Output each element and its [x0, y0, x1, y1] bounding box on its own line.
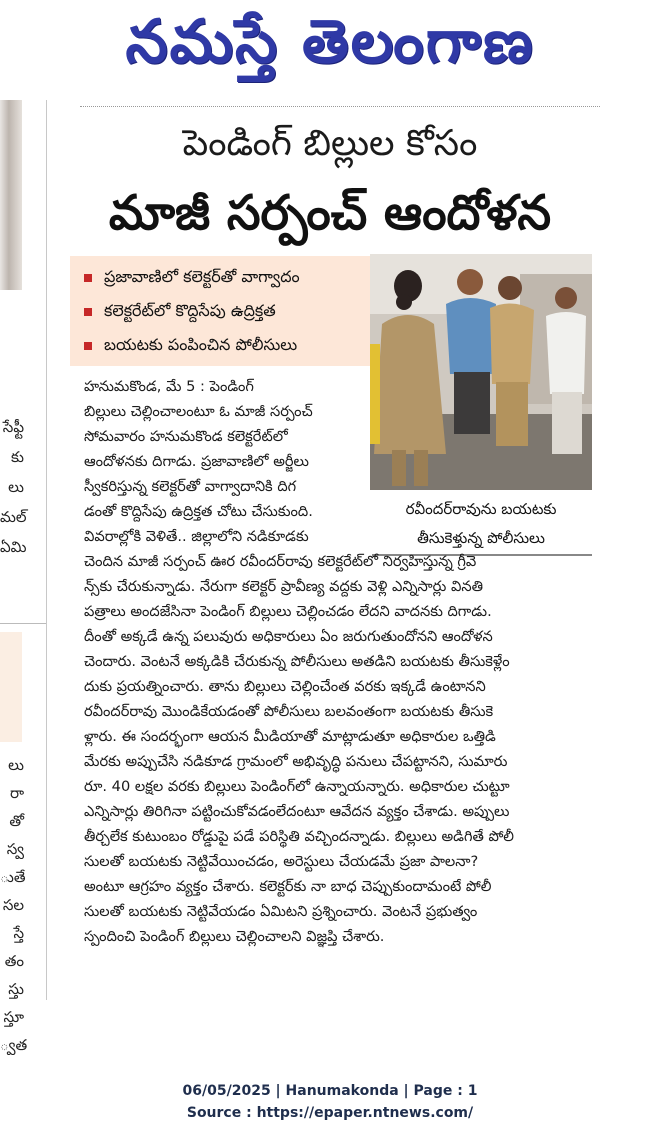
body-line: వివరాల్లోకి వెళితే.. జిల్లాలోని నడికూడకు: [84, 528, 309, 545]
body-line: చెందిన మాజీ సర్పంచ్ ఊర రవీందర్‌రావు కలెక్టరేట్‌లో నిర్వహిస్తున్న గ్రీవె: [84, 553, 477, 570]
body-line: మేరకు అప్పుచేసి నడికూడ గ్రామంలో అభివృద్ధి పనులు చేపట్టానని, సుమారు: [84, 753, 508, 770]
body-line: అంటూ ఆగ్రహం వ్యక్తం చేశారు. కలెక్టర్‌కు నా బాధ చెప్పుకుందామంటే పోలీ: [84, 878, 492, 895]
strip-line: స్వ: [6, 840, 24, 858]
strip-line: మల్: [0, 508, 27, 526]
highlight-text: ప్రజావాణిలో కలెక్టర్‌తో వాగ్వాదం: [104, 267, 300, 286]
body-line: తీర్చలేక కుటుంబం రోడ్డుపై పడే పరిస్థితి వచ్చిందన్నాడు. బిల్లులు అడిగితే పోలీ: [84, 828, 515, 845]
strip-line: సల: [2, 896, 24, 914]
strip-line: కు: [10, 448, 24, 466]
highlight-item: [84, 262, 374, 292]
body-line: సులతో బయటకు నెట్టివేయడం ఏమిటని ప్రశ్నించారు. వెంటనే ప్రభుత్వం: [84, 903, 478, 920]
body-line: బిల్లులు చెల్లించాలంటూ ఓ మాజీ సర్పంచ్: [84, 403, 313, 420]
kicker-headline: పెండింగ్ బిల్లుల కోసం: [182, 123, 478, 164]
strip-line: తం: [4, 952, 24, 970]
strip-line: రా: [9, 784, 24, 802]
bullet-square-icon: [84, 274, 92, 282]
photo-caption: [376, 495, 586, 553]
body-line: ఆందోళనకు దిగాడు. ప్రజావాణిలో అర్జీలు: [84, 453, 309, 470]
newspaper-logo: నమస్తే తెలంగాణ: [125, 7, 535, 77]
edition-info: 06/05/2025 | Hanumakonda | Page : 1: [182, 1083, 478, 1099]
highlight-text: కలెక్టరేట్‌లో కొద్దిసేపు ఉద్రిక్తత: [104, 301, 276, 320]
adjacent-photo: [0, 100, 22, 290]
strip-line: స్తు: [8, 980, 24, 998]
main-headline: మాజీ సర్పంచ్ ఆందోళన: [108, 185, 552, 241]
highlights-box: [70, 256, 370, 366]
body-line: ళ్లారు. ఈ సందర్భంగా ఆయన మీడియాతో మాట్లాడుతూ అధికారుల ఒత్తిడి: [84, 728, 496, 745]
strip-line: తో: [9, 812, 24, 830]
strip-divider: [0, 623, 46, 624]
source-link[interactable]: Source : https://epaper.ntnews.com/: [186, 1105, 474, 1121]
news-photo: [370, 254, 592, 490]
body-line: చెందారు. వెంటనే అక్కడికి చేరుకున్న పోలీసులు అతడిని బయటకు తీసుకెళ్లేం: [84, 653, 510, 670]
adjacent-column-strip: [0, 100, 47, 1054]
body-line: డంతో కొద్దిసేపు ఉద్రిక్తత చోటు చేసుకుంది.: [84, 503, 313, 520]
caption-line: తీసుకెళ్తున్న పోలీసులు: [417, 529, 545, 547]
body-line: స్పందించి పెండింగ్ బిల్లులు చెల్లించాలని విజ్ఞప్తి చేశారు.: [84, 928, 385, 945]
strip-line: స్తూ: [3, 1008, 24, 1026]
photo-scene: [370, 254, 592, 490]
strip-line: ఏమి: [0, 538, 27, 556]
body-line: ఎన్నిసార్లు తిరిగినా పట్టించుకోవడంలేదంటూ ఆవేదన వ్యక్తం చేశాడు. అప్పులు: [84, 803, 510, 820]
strip-line: లు: [8, 756, 24, 774]
body-line: న్స్‌కు చేరుకున్నాడు. నేరుగా కలెక్టర్ ప్రావీణ్య వద్దకు వెళ్లి ఎన్నిసార్లు వినతి: [84, 578, 483, 595]
body-line: పత్రాలు అందజేసినా పెండింగ్ బిల్లులు చెల్లించడం లేదని వాదనకు దిగాడు.: [84, 603, 492, 620]
bullet-square-icon: [84, 308, 92, 316]
masthead: [0, 4, 660, 84]
body-line: దుకు ప్రయత్నించారు. తాను బిల్లులు చెల్లించేంత వరకు ఇక్కడే ఉంటానని: [84, 678, 486, 695]
strip-line: లు: [8, 478, 24, 496]
body-line: స్వీకరిస్తున్న కలెక్టర్‌తో వాగ్వాదానికి దిగ: [84, 478, 297, 495]
body-line: రవీందర్‌రావు మొండికేయడంతో పోలీసులు బలవంతంగా బయటకు తీసుకె: [84, 703, 494, 720]
caption-line: రవీందర్‌రావును బయటకు: [405, 500, 557, 518]
strip-line: స్తే: [13, 924, 24, 942]
highlight-text: బయటకు పంపించిన పోలీసులు: [104, 335, 298, 354]
strip-line: ుతే: [0, 868, 26, 886]
adjacent-box: [0, 632, 22, 742]
body-line: దీంతో అక్కడే ఉన్న పలువురు అధికారులు ఏం జరుగుతుందోనని ఆందోళన: [84, 628, 493, 645]
clipping-edge: [80, 92, 600, 107]
highlight-item: [84, 330, 374, 360]
body-line: హనుమకొండ, మే 5 : పెండింగ్: [84, 378, 254, 395]
highlight-item: [84, 296, 374, 326]
body-line: సోమవారం హనుమకొండ కలెక్టరేట్‌లో: [84, 428, 288, 445]
strip-line: ్వత: [0, 1036, 28, 1054]
body-line: రూ. 40 లక్షల వరకు బిల్లులు పెండింగ్‌లో ఉన్నాయన్నారు. అధికారుల చుట్టూ: [84, 778, 510, 795]
body-line: సులతో బయటకు నెట్టివేయించడం, అరెస్టులు చేయడమే ప్రజా పాలనా?: [84, 853, 479, 870]
bullet-square-icon: [84, 342, 92, 350]
strip-line: సేఫ్టీ: [2, 418, 24, 436]
